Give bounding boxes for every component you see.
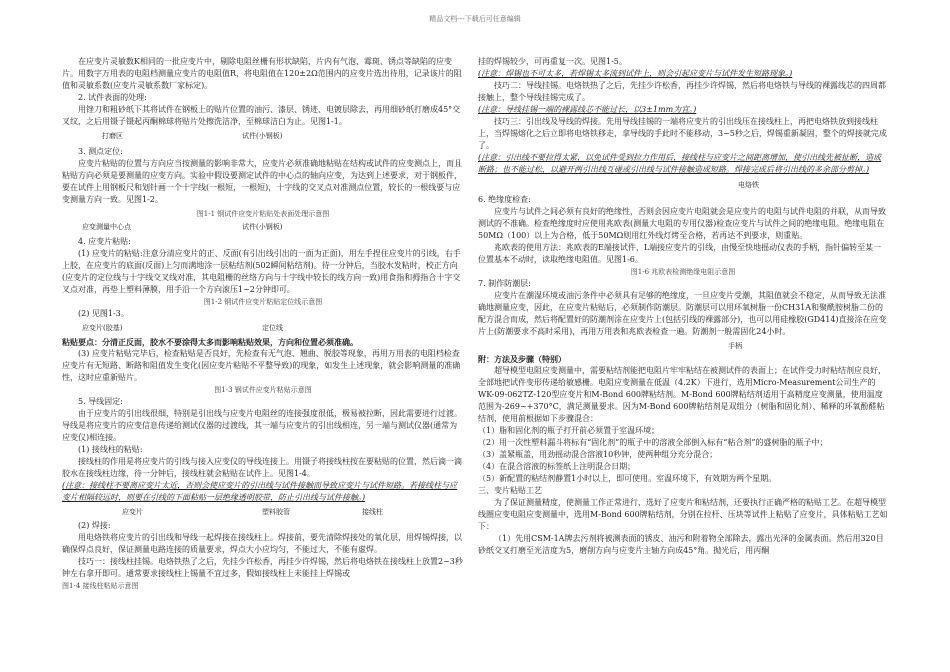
figure-caption: 图1-3 钢试件应变片粘贴示意图: [214, 386, 312, 394]
paragraph: 挂的焊锡较少，可再重复一次。见图1-5。: [478, 57, 627, 66]
figure-1-7: [478, 340, 888, 351]
section-heading: 7. 制作防潮层:: [478, 279, 531, 288]
figure-label: 应变测量中心点: [82, 223, 131, 231]
list-item: （1）脂和固化剂的瓶子打开前必须置于室温环境；: [478, 426, 660, 435]
section-heading: 3. 测点定位:: [78, 147, 123, 156]
figure-1-1: [62, 130, 464, 144]
figure-label: 塑料胶管: [262, 508, 290, 516]
paragraph: 在应变片灵敏数K相同的一批应变片中，剔除电阻丝栅有形状缺陷，片内有气泡、霉斑、锈点等缺陷的应变片。用数字万用表的电阻档测量应变片的电阻值R，将电阻值在120±2Ω范围内的应变片选出待用，记录该片的阻值和灵敏系数(应变片灵敏系数厂家标定)。: [62, 57, 462, 90]
figure-label: 试件(小钢板): [242, 223, 283, 231]
section-heading: 三、变片粘贴工艺: [478, 486, 542, 495]
paragraph: 技巧三：引出线及导线的焊接。先用导线挂锡的一端将应变片的引出线压在接线柱上，再把电烙铁放到接线柱上，当焊锡熔化之后立即将电烙铁移走，拿导线的手此时不能移动，3~5秒之后，焊锡重新凝固，整个的焊接就完成了。: [478, 117, 887, 150]
subsection-heading: (1) 接线柱的粘贴:: [78, 445, 143, 454]
figure-1-4: [62, 506, 464, 518]
paragraph: 技巧二：导线挂锡。电烙铁热了之后，先挂少许松香，再挂少许焊锡，然后将电烙铁与导线的裸露线芯的四周都接触上，整个导线挂锡完成了。: [478, 81, 886, 102]
list-item: （3）盖紧瓶盖，用劲摇动混合溶液10秒钟，使两种组分充分混合；: [478, 450, 718, 459]
figure-caption: 图1-1 钢试件应变片粘贴处表面处理示意图: [196, 210, 330, 218]
page-header: 精品文档---下载后可任意编辑: [429, 15, 521, 23]
note: (注意：接线柱不要离应变片太近，否则会使应变片的引出线与试件接触而导致应变片与试件短路。若接线柱与应变片相隔较远时，则要在引线的下面粘贴一层绝缘透明胶带，防止引出线与试件接触。): [62, 481, 458, 502]
paragraph: 技巧一：接线柱挂锡。电烙铁热了之后，先挂少许松香，再挂少许焊锡，然后将电烙铁在接线柱上放置2~3秒钟左右拿开即可。通常要求接线柱上锡量不宜过多，假如接线柱上未能挂上焊锡或: [62, 557, 463, 578]
paragraph: 为了保证测量精度，使测量工作正常进行，选好了应变片和粘结剂，还要执行正确严格的粘贴工艺。在超导模型线圈应变电阻应变测量中，选用M-Bond 600牌粘结剂，分别在拉杆、压块等试件上粘贴了应变片，具体粘贴工艺如下：: [478, 498, 888, 531]
left-column: [62, 56, 464, 592]
paragraph: （1）先用CSM-1A牌去污剂将被测表面的锈皮、油污和附着物全部除去，露出光泽的金属表面。然后用320目砂纸交叉打磨至光洁度为5，磨削方向与应变片主轴方向成45°角。抛光后，用丙酮: [478, 534, 884, 555]
section-heading: 5. 导线固定:: [78, 397, 123, 406]
subsection-heading: (2) 焊接:: [78, 521, 111, 530]
paragraph: 用电烙铁将应变片的引出线和导线一起焊接在接线柱上。焊接前，要先清除焊接处的氧化层，用焊锡焊接，以确保焊点良好，保证测量电路连接的质量要求，焊点大小应均匀，不能过大，不能有虚焊。: [62, 533, 462, 554]
paragraph: 用锉刀和粗砂纸下其将试件在钢板上的贴片位置的油污、漆层、锈迹、电镀层除去，再用细砂纸打磨成45°交叉纹，之后用镊子镊起丙酮棉球将贴片处擦洗洁净，至棉球洁白为止。见图1-1。: [62, 105, 461, 126]
figure-label: 打磨区: [102, 132, 123, 140]
paragraph: (1) 应变片的粘贴:注意分清应变片的正、反面(有引出线引出的一面为正面)，用左手捏住应变片的引线，右手上胶，在应变片的底面(反面)上匀而满地涂一层粘结剂(502瞬间粘结剂)。待一分钟后，当胶水发粘时，校正方向(应变片的定位线与十字线交叉线对准，其电阻栅的丝络方向与十字线中较长的线方向一致)用食指和拇指合十字交叉点对准，再垫上塑料薄膜，用手沿一个方向滚压1~2分钟即可。: [62, 249, 461, 294]
paragraph: 应变片粘贴的位置与方向应当按测量的影响非常大，应变片必须准确地粘贴在结构或试件的应变测点上，而且粘贴方向必须是要测量的应变方向。实验中假设要测定试件的中心点的轴向应变，为达到上述要求，对于钢板件，要在试件上用钢板尺和划针画一个十字线(一根短，一根短)，十字线的交叉点对准测点位置，较长的一根线要与应变测量方向一致。见图1-2。: [62, 159, 462, 204]
right-column: [478, 56, 888, 557]
section-heading: 6. 绝缘度检查:: [478, 195, 531, 204]
figure-label: 接线柱: [362, 508, 383, 516]
note: (注意：焊锡也不可太多，若焊锡太多流到试件上，则会引起应变片与试件发生短路现象。): [478, 69, 793, 78]
section-heading: 2. 试件表面的处理:: [78, 93, 147, 102]
note: (注意：导线挂锡一端的裸露线芯不能过长，以3±1mm为宜。): [478, 105, 697, 114]
paragraph: 超导模型电阻应变测量中，需要粘结剂能把电阻片牢牢粘结在被测试件的表面上；在试件受力时粘结剂应良好，全部地把试件变形传递给敏感栅。电阻应变测量在低温（4.2K）下进行，选用Micro-Measurement公司生产的WK-09-062TZ-120型应变片和M-Bond 600牌粘结剂。M-Bond 600牌粘结剂适用于高精度应变测量，使用温度范围为-269~+370°C，满足测量要求。因为M-Bond 600牌粘结剂是双组分（树脂和固化剂）、稀释的环氧酚醛粘结剂，使用前根据如下步骤混合：: [478, 366, 886, 423]
figure-label: 电烙铁: [738, 181, 759, 189]
paragraph: 接线柱的作用是将应变片的引线与接入应变仪的导线连接上。用镊子将接线柱按在要粘贴的位置，然后滴一滴胶水在接线柱边缘，待一分钟后，接线柱就会粘贴在试件上。见图1-4。: [62, 457, 462, 478]
paragraph: 由于应变片的引出线很细，特别是引出线与应变片电阻丝的连接强度很低，极易被拉断，因此需要进行过渡。导线是将应变片的应变信息传递给测试仪器的过渡线，其一端与应变片的引出线相连，另一端与测试仪器(通常为应变仪)相连接。: [62, 409, 462, 442]
key-points: 粘贴要点：分清正反面，胶水不要涂得太多而影响粘贴效果，方向和位置必须准确。: [62, 337, 358, 347]
list-item: （5）新配置的粘结剂静置1小时以上，即可使用。室温环境下，有效期为两个星期。: [478, 474, 777, 483]
list-item: （4）在混合溶液的标签纸上注明混合日期；: [478, 462, 636, 471]
figure-caption: 图1-2 钢试件应变片粘贴定位线示意图: [203, 298, 323, 306]
appendix-heading: 附：方法及步骤（特别）: [478, 354, 566, 364]
figure-label: 应变片(胶基): [82, 324, 123, 332]
paragraph: 应变片与试件之间必须有良好的绝缘性，否则会因应变片电阻就会是应变片的电阻与试件电阻的并联，从而导致测试的不准确。检查绝缘度时应使用兆欧表(测量大电阻的专用仪器)检查应变片与试件之间的绝缘电阻。绝缘电阻在50MΩ（100）以上为合格，低于50MΩ则用红外线灯烤至合格，若再达不到要求，则重贴。: [478, 207, 886, 240]
paragraph: 兆欧表的使用方法：兆欧表的E端接试件，L端接应变片的引线，由慢至快地摇动仪表的手柄，指针偏转至某一位置基本不动时，读取绝缘电阻值。见图1-6。: [478, 243, 882, 264]
figure-label: 试件(小钢板): [242, 132, 283, 140]
section-heading: 4. 应变片粘贴:: [78, 237, 131, 246]
note: (注意：引出线不要拉得太紧，以免试件受到拉力作用后，接线柱与应变片之间距离增加，使引出线先被扯断，造成断路；也不能过松，以避开两引出线互碰或引出线与试件接触造成短路。焊接完成后将引出线的多余部分剪掉。): [478, 153, 882, 174]
figure-caption: 图1-4 接线柱粘贴示意图: [62, 582, 139, 590]
figure-label: 手柄: [728, 342, 742, 350]
list-item: （2）用一次性塑料漏斗将标有“固化剂”的瓶子中的溶液全部倒入标有“粘合剂”的盛树脂的瓶子中；: [478, 438, 828, 447]
figure-label: 定位线: [262, 324, 283, 332]
figure-caption: 图1-6 兆欧表检测绝缘电阻示意图: [630, 268, 736, 276]
figure-1-2: [62, 208, 464, 234]
paragraph: 应变片在潮湿环境或油污条件中必须具有足够的绝缘度，一旦应变片受潮，其阻值就会不稳定，从而导致无法准确地测量应变，因此，在应变片粘贴后，必须制作防潮层。防潮层可以用环氧树脂一份CH31A和聚酰胺树脂二份的配方混合而成，然后将配置好的防潮剂涂在应变片上(包括引线的裸露部分)，也可以用硅橡胶(GD414)直接涂在应变片上(防潮要求不高时采用)，再用万用表和兆欧表检查一遍。防潮剂一般需固化24小时。: [478, 291, 887, 336]
figure-label: 应变片: [122, 508, 143, 516]
paragraph: (2) 见图1-3。: [78, 309, 129, 318]
figure-1-3: [62, 322, 464, 334]
figure-1-5: [478, 178, 888, 192]
paragraph: (3) 应变片粘贴完毕后，检查粘贴是否良好，先检查有无气泡、翘曲、脱胶等现象，再用万用表的电阻档检查应变片有无短路、断路和阻值发生变化(因应变片粘贴不平整导致)的现象，如发生上述现象，就会影响测量的准确性，这时应重新贴片。: [62, 349, 461, 382]
